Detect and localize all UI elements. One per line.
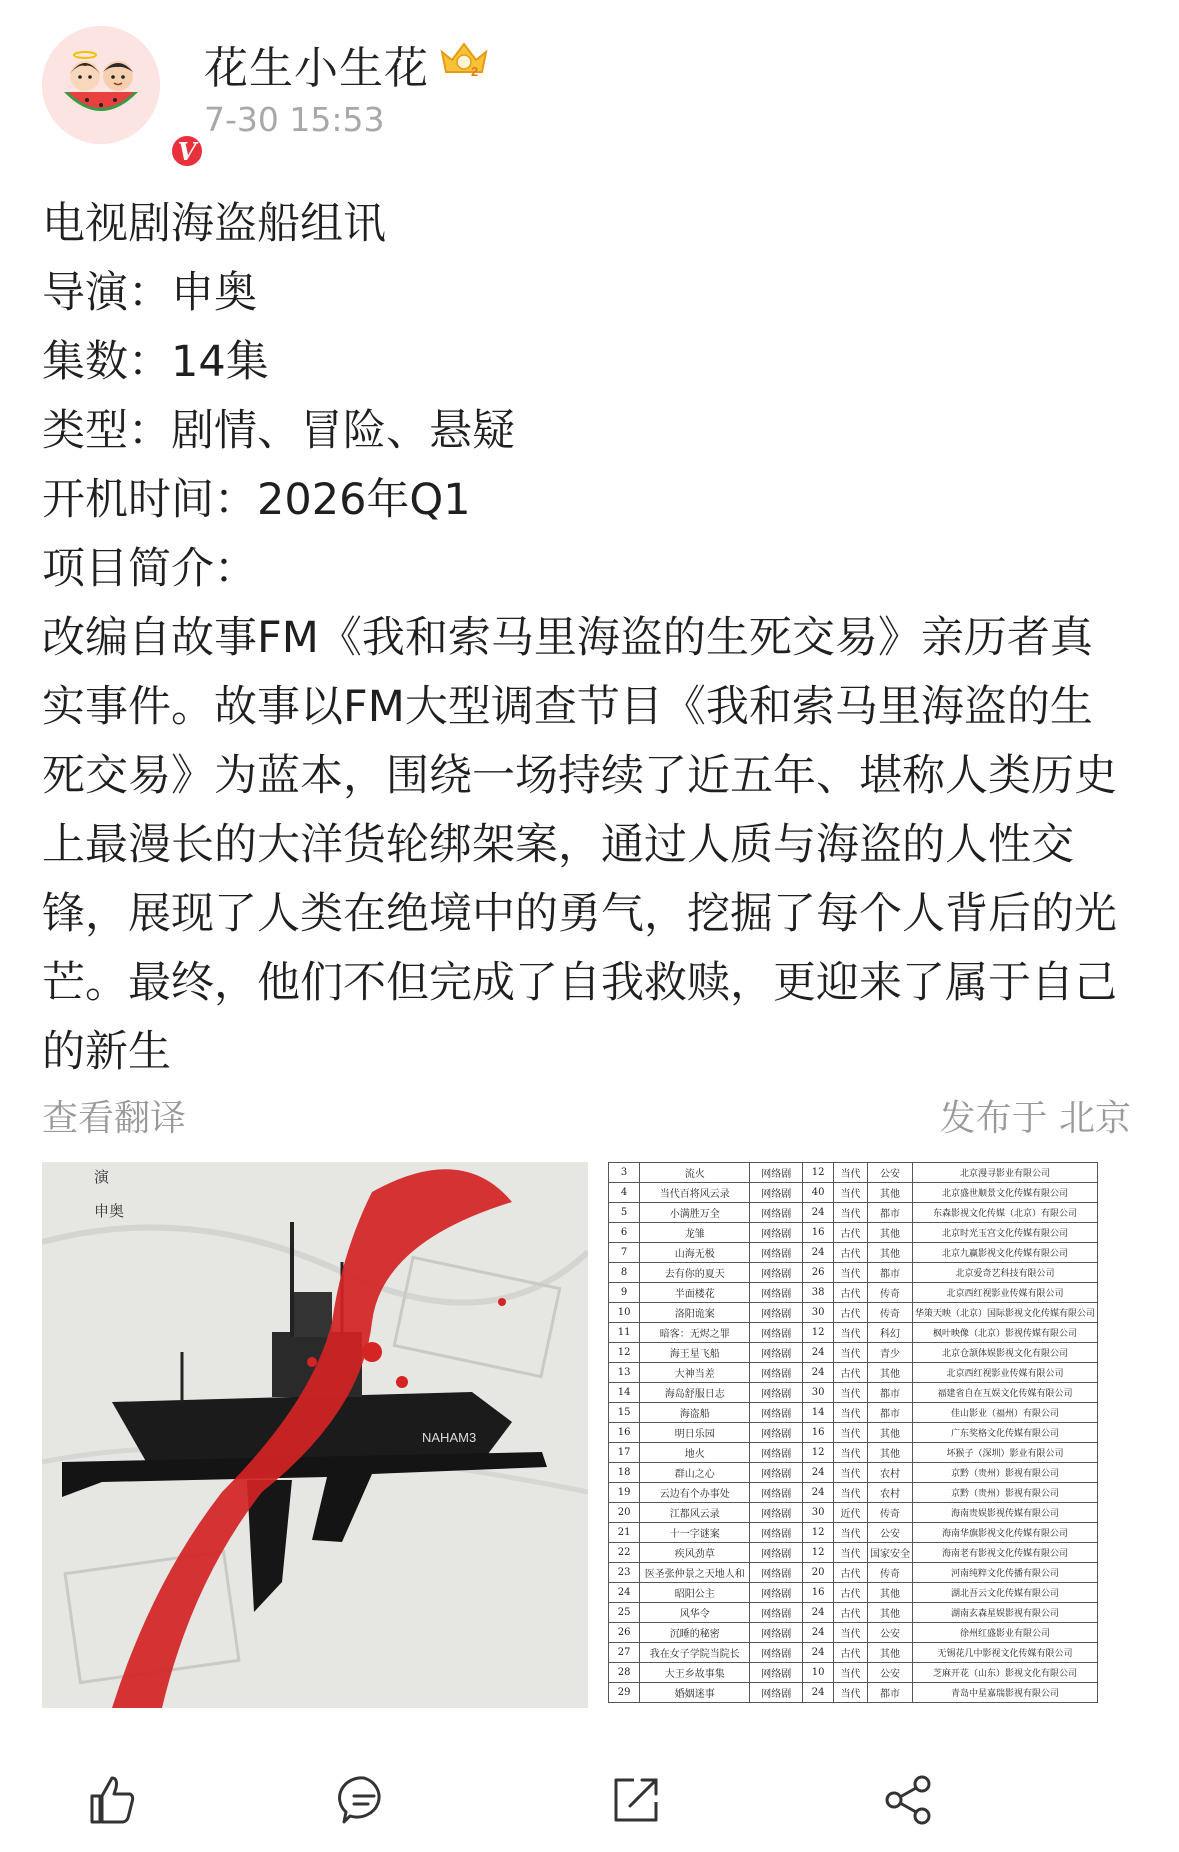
table-cell-num: 9 [609,1283,640,1303]
table-cell-era: 当代 [834,1423,868,1443]
table-cell-num: 6 [609,1223,640,1243]
table-row [609,1663,1098,1683]
poster-director-label: 演 [94,1168,110,1186]
table-cell-ep: 24 [803,1603,834,1623]
table-cell-num: 7 [609,1243,640,1263]
table-cell-genre: 农村 [867,1483,912,1503]
table-cell-ep: 24 [803,1623,834,1643]
table-cell-company: 海南老有影视文化传媒有限公司 [912,1543,1097,1563]
table-cell-genre: 青少 [867,1343,912,1363]
table-cell-type: 网络剧 [750,1603,803,1623]
table-cell-era: 当代 [834,1523,868,1543]
table-cell-genre: 其他 [867,1423,912,1443]
table-cell-num: 14 [609,1383,640,1403]
table-cell-type: 网络剧 [750,1363,803,1383]
table-row [609,1643,1098,1663]
table-cell-era: 当代 [834,1443,868,1463]
table-cell-ep: 16 [803,1423,834,1443]
table-cell-title: 小满胜万全 [640,1203,750,1223]
like-icon[interactable] [80,1770,140,1830]
table-cell-ep: 40 [803,1183,834,1203]
table-cell-company: 徐州红盛影业有限公司 [912,1623,1097,1643]
post-description: 改编自故事FM《我和索马里海盗的生死交易》亲历者真实事件。故事以FM大型调查节目《我和索马里海盗的生死交易》为蓝本，围绕一场持续了近五年、堪称人类历史上最漫长的大洋货轮绑架案，通过人质与海盗的人性交锋，展现了人类在绝境中的勇气，挖掘了每个人背后的光芒。最终，他们不但完成了自我救赎，更迎来了属于自己的新生 [42,613,1117,1077]
table-cell-ep: 16 [803,1583,834,1603]
table-cell-era: 当代 [834,1663,868,1683]
table-cell-genre: 公安 [867,1623,912,1643]
table-cell-num: 16 [609,1423,640,1443]
table-row [609,1223,1098,1243]
table-cell-ep: 24 [803,1343,834,1363]
table-cell-type: 网络剧 [750,1583,803,1603]
table-row [609,1263,1098,1283]
table-cell-type: 网络剧 [750,1443,803,1463]
table-cell-ep: 12 [803,1543,834,1563]
table-cell-company: 北京九赢影视文化传媒有限公司 [912,1243,1097,1263]
table-cell-title: 沉睡的秘密 [640,1623,750,1643]
table-cell-type: 网络剧 [750,1263,803,1283]
table-cell-title: 群山之心 [640,1463,750,1483]
table-cell-num: 19 [609,1483,640,1503]
table-row [609,1443,1098,1463]
table-cell-type: 网络剧 [750,1343,803,1363]
table-cell-type: 网络剧 [750,1203,803,1223]
table-cell-num: 18 [609,1463,640,1483]
table-cell-company: 佳山影业（福州）有限公司 [912,1403,1097,1423]
table-cell-title: 龙雏 [640,1223,750,1243]
table-row [609,1243,1098,1263]
table-cell-era: 当代 [834,1323,868,1343]
table-cell-ep: 12 [803,1523,834,1543]
table-cell-genre: 其他 [867,1643,912,1663]
table-cell-era: 当代 [834,1543,868,1563]
table-row [609,1623,1098,1643]
table-cell-num: 29 [609,1683,640,1703]
table-cell-company: 北京漫寻影业有限公司 [912,1163,1097,1183]
table-cell-ep: 10 [803,1663,834,1683]
table-cell-genre: 都市 [867,1683,912,1703]
table-cell-num: 8 [609,1263,640,1283]
table-row [609,1503,1098,1523]
table-cell-company: 坏猴子（深圳）影业有限公司 [912,1443,1097,1463]
forward-icon[interactable] [606,1770,666,1830]
post-time: 7-30 15:53 [204,100,385,139]
table-row [609,1163,1098,1183]
table-cell-company: 华策天映（北京）国际影视文化传媒有限公司 [912,1303,1097,1323]
table-cell-ep: 30 [803,1303,834,1323]
table-cell-num: 26 [609,1623,640,1643]
table-cell-genre: 传奇 [867,1563,912,1583]
table-cell-company: 北京时光玉宫文化传媒有限公司 [912,1223,1097,1243]
table-cell-title: 地火 [640,1443,750,1463]
table-cell-genre: 科幻 [867,1323,912,1343]
table-cell-type: 网络剧 [750,1623,803,1643]
table-cell-ep: 14 [803,1403,834,1423]
post-location: 发布于 北京 [939,1098,1131,1139]
table-cell-genre: 农村 [867,1463,912,1483]
table-cell-type: 网络剧 [750,1243,803,1263]
table-cell-genre: 其他 [867,1443,912,1463]
table-cell-company: 河南纯粹文化传播有限公司 [912,1563,1097,1583]
table-cell-type: 网络剧 [750,1463,803,1483]
table-cell-num: 11 [609,1323,640,1343]
table-cell-era: 古代 [834,1223,868,1243]
table-cell-num: 5 [609,1203,640,1223]
table-cell-num: 28 [609,1663,640,1683]
table-cell-genre: 其他 [867,1363,912,1383]
table-cell-company: 北京仓颉体娱影视文化有限公司 [912,1343,1097,1363]
table-cell-num: 13 [609,1363,640,1383]
table-cell-company: 东森影视文化传媒（北京）有限公司 [912,1203,1097,1223]
table-cell-ep: 24 [803,1363,834,1383]
table-cell-genre: 公安 [867,1163,912,1183]
table-row [609,1603,1098,1623]
table-cell-company: 北京爱奇艺科技有限公司 [912,1263,1097,1283]
table-cell-era: 近代 [834,1503,868,1523]
table-cell-era: 当代 [834,1383,868,1403]
table-cell-title: 去有你的夏天 [640,1263,750,1283]
table-cell-company: 海南贵娱影视传媒有限公司 [912,1503,1097,1523]
table-cell-ep: 24 [803,1463,834,1483]
table-row [609,1583,1098,1603]
table-cell-title: 大王乡故事集 [640,1663,750,1683]
table-cell-num: 20 [609,1503,640,1523]
table-cell-genre: 公安 [867,1523,912,1543]
table-cell-num: 25 [609,1603,640,1623]
table-cell-ep: 24 [803,1203,834,1223]
table-cell-type: 网络剧 [750,1483,803,1503]
table-cell-genre: 其他 [867,1603,912,1623]
table-cell-genre: 都市 [867,1383,912,1403]
table-cell-ep: 12 [803,1163,834,1183]
table-cell-ep: 12 [803,1323,834,1343]
table-cell-num: 17 [609,1443,640,1463]
table-cell-type: 网络剧 [750,1403,803,1423]
table-cell-title: 半面楼花 [640,1283,750,1303]
table-row [609,1343,1098,1363]
table-cell-num: 12 [609,1343,640,1363]
table-cell-genre: 传奇 [867,1503,912,1523]
table-cell-ep: 38 [803,1283,834,1303]
translate-link[interactable]: 查看翻译 [42,1098,187,1139]
table-cell-ep: 24 [803,1243,834,1263]
table-row [609,1383,1098,1403]
table-cell-type: 网络剧 [750,1423,803,1443]
table-cell-type: 网络剧 [750,1543,803,1563]
table-row [609,1303,1098,1323]
table-cell-company: 广东奖格文化传媒有限公司 [912,1423,1097,1443]
table-row [609,1403,1098,1423]
table-cell-num: 10 [609,1303,640,1323]
table-cell-era: 古代 [834,1563,868,1583]
table-cell-type: 网络剧 [750,1643,803,1663]
table-cell-genre: 其他 [867,1183,912,1203]
table-cell-type: 网络剧 [750,1163,803,1183]
table-cell-title: 明日乐园 [640,1423,750,1443]
table-row [609,1483,1098,1503]
table-cell-company: 无锡花几中影视文化传媒有限公司 [912,1643,1097,1663]
table-cell-era: 古代 [834,1283,868,1303]
table-cell-type: 网络剧 [750,1503,803,1523]
table-cell-ep: 24 [803,1483,834,1503]
table-cell-genre: 传奇 [867,1283,912,1303]
table-row [609,1563,1098,1583]
table-cell-company: 北京盛世顺景文化传媒有限公司 [912,1183,1097,1203]
table-cell-genre: 公安 [867,1663,912,1683]
table-cell-era: 当代 [834,1203,868,1223]
table-cell-num: 22 [609,1543,640,1563]
post-line-genre: 类型：剧情、冒险、悬疑 [42,406,515,456]
table-cell-title: 海岛舒服日志 [640,1383,750,1403]
table-cell-num: 23 [609,1563,640,1583]
table-cell-company: 京黔（贵州）影视有限公司 [912,1483,1097,1503]
table-cell-title: 十一字谜案 [640,1523,750,1543]
table-cell-ep: 26 [803,1263,834,1283]
table-cell-era: 当代 [834,1483,868,1503]
table-cell-company: 湖北吾云文化传媒有限公司 [912,1583,1097,1603]
table-cell-genre: 都市 [867,1263,912,1283]
table-cell-type: 网络剧 [750,1523,803,1543]
table-cell-title: 云边有个办事处 [640,1483,750,1503]
table-cell-title: 流火 [640,1163,750,1183]
table-cell-type: 网络剧 [750,1303,803,1323]
table-cell-type: 网络剧 [750,1683,803,1703]
avatar-illustration [42,26,160,144]
post-line-director: 导演：申奥 [42,268,257,318]
table-cell-era: 古代 [834,1643,868,1663]
table-cell-title: 山海无极 [640,1243,750,1263]
table-cell-ep: 20 [803,1563,834,1583]
post-line-episodes: 集数：14集 [42,337,269,387]
post-line-title: 电视剧海盗船组讯 [42,199,386,249]
table-cell-type: 网络剧 [750,1663,803,1683]
document-table-image[interactable] [608,1162,1138,1708]
ship-name: NAHAM3 [422,1430,477,1445]
table-cell-genre: 其他 [867,1223,912,1243]
table-cell-company: 福建省自在互娱文化传媒有限公司 [912,1383,1097,1403]
table-cell-era: 古代 [834,1363,868,1383]
table-cell-genre: 其他 [867,1243,912,1263]
comment-icon[interactable] [334,1770,394,1830]
table-row [609,1323,1098,1343]
table-cell-type: 网络剧 [750,1563,803,1583]
table-cell-era: 当代 [834,1343,868,1363]
table-cell-title: 暗客：无烬之罪 [640,1323,750,1343]
table-cell-ep: 24 [803,1683,834,1703]
table-cell-title: 我在女子学院当院长 [640,1643,750,1663]
table-cell-era: 当代 [834,1623,868,1643]
table-cell-type: 网络剧 [750,1383,803,1403]
table-cell-company: 芝麻开花（山东）影视文化有限公司 [912,1663,1097,1683]
table-row [609,1183,1098,1203]
table-cell-era: 当代 [834,1683,868,1703]
table-cell-title: 医圣张仲景之天地人和 [640,1563,750,1583]
table-cell-ep: 16 [803,1223,834,1243]
table-cell-title: 当代百将风云录 [640,1183,750,1203]
table-cell-title: 大神当差 [640,1363,750,1383]
table-row [609,1423,1098,1443]
avatar[interactable] [42,26,197,166]
table-cell-title: 海王星飞船 [640,1343,750,1363]
registration-table [608,1162,1098,1703]
verified-badge-icon: V [168,132,206,170]
table-cell-company: 北京西红视影业传媒有限公司 [912,1363,1097,1383]
table-cell-genre: 都市 [867,1203,912,1223]
table-cell-title: 疾风劲草 [640,1543,750,1563]
table-cell-type: 网络剧 [750,1323,803,1343]
table-row [609,1203,1098,1223]
post-line-intro-label: 项目简介： [42,544,257,594]
poster-artwork [42,1162,588,1708]
table-cell-title: 风华令 [640,1603,750,1623]
user-name[interactable]: 花生小生花 [204,43,429,94]
table-cell-era: 古代 [834,1583,868,1603]
table-cell-title: 婚姻迷事 [640,1683,750,1703]
table-row [609,1683,1098,1703]
table-cell-title: 江都风云录 [640,1503,750,1523]
table-row [609,1523,1098,1543]
table-cell-title: 海盗船 [640,1403,750,1423]
table-cell-genre: 国家安全 [867,1543,912,1563]
table-cell-genre: 都市 [867,1403,912,1423]
table-cell-num: 4 [609,1183,640,1203]
table-cell-era: 当代 [834,1263,868,1283]
table-cell-company: 海南华旗影视文化传媒有限公司 [912,1523,1097,1543]
table-cell-ep: 30 [803,1383,834,1403]
table-cell-num: 3 [609,1163,640,1183]
table-row [609,1363,1098,1383]
table-cell-type: 网络剧 [750,1183,803,1203]
table-cell-era: 当代 [834,1183,868,1203]
table-cell-title: 昭阳公主 [640,1583,750,1603]
table-cell-era: 当代 [834,1403,868,1423]
table-cell-type: 网络剧 [750,1223,803,1243]
table-cell-company: 枫叶映像（北京）影视传媒有限公司 [912,1323,1097,1343]
table-cell-ep: 24 [803,1643,834,1663]
table-cell-type: 网络剧 [750,1283,803,1303]
table-cell-company: 京黔（贵州）影视有限公司 [912,1463,1097,1483]
table-cell-era: 古代 [834,1603,868,1623]
table-cell-num: 27 [609,1643,640,1663]
table-row [609,1543,1098,1563]
table-cell-genre: 其他 [867,1583,912,1603]
table-cell-num: 24 [609,1583,640,1603]
poster-director-name: 申奥 [94,1202,125,1220]
table-cell-title: 洛阳诡案 [640,1303,750,1323]
table-cell-era: 古代 [834,1243,868,1263]
table-cell-company: 湖南玄森星娱影视有限公司 [912,1603,1097,1623]
post-line-start-time: 开机时间：2026年Q1 [42,475,471,525]
table-cell-num: 21 [609,1523,640,1543]
table-cell-ep: 12 [803,1443,834,1463]
table-cell-company: 北京西红视影业传媒有限公司 [912,1283,1097,1303]
table-cell-era: 当代 [834,1163,868,1183]
table-cell-era: 古代 [834,1303,868,1323]
table-cell-ep: 30 [803,1503,834,1523]
post-content [42,190,1142,1087]
table-row [609,1283,1098,1303]
table-row [609,1463,1098,1483]
table-cell-company: 青岛中星嘉瑞影视有限公司 [912,1683,1097,1703]
table-cell-genre: 传奇 [867,1303,912,1323]
table-cell-num: 15 [609,1403,640,1423]
share-icon[interactable] [878,1770,938,1830]
crown-level-icon[interactable] [438,38,490,78]
bottom-toolbar [0,1752,1179,1852]
table-cell-era: 当代 [834,1463,868,1483]
poster-image[interactable] [42,1162,588,1708]
crown-level-number: 2 [471,64,479,78]
